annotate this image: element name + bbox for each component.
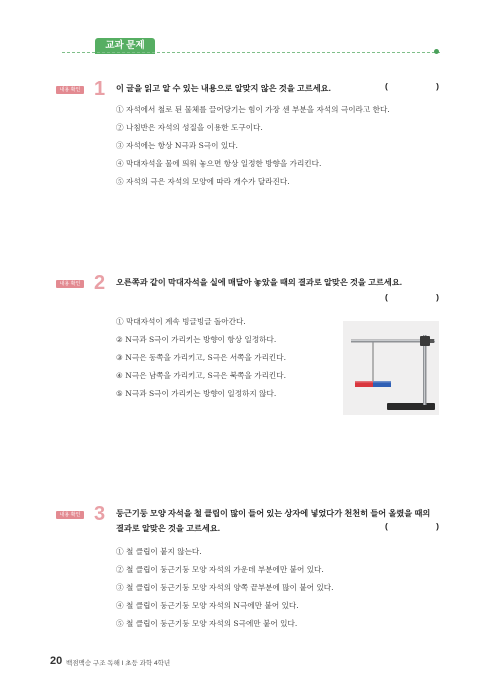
question-text: 오른쪽과 같이 막대자석을 실에 매달아 놓았을 때의 결과로 알맞은 것을 고르세요. bbox=[116, 278, 403, 287]
option-4[interactable]: ④ 막대자석을 물에 띄워 놓으면 항상 일정한 방향을 가리킨다. bbox=[116, 159, 322, 168]
option-5[interactable]: ⑤ 자석의 극은 자석의 모양에 따라 개수가 달라진다. bbox=[116, 177, 290, 186]
answer-box[interactable] bbox=[385, 81, 439, 91]
option-5[interactable]: ⑤ 철 클립이 둥근기둥 모양 자석의 S극에만 붙어 있다. bbox=[116, 619, 298, 628]
book-title: 백점맥승 구조 독해 I 초등 과학 4학년 bbox=[66, 660, 171, 667]
answer-paren-close: ) bbox=[436, 521, 439, 531]
magnet-shine bbox=[355, 381, 391, 383]
option-1[interactable]: ① 막대자석이 계속 빙글빙글 돌아간다. bbox=[116, 317, 246, 326]
question-text: 이 글을 읽고 알 수 있는 내용으로 알맞지 않은 것을 고르세요. bbox=[116, 84, 331, 93]
answer-box[interactable] bbox=[385, 292, 439, 302]
section-tab: 교과 문제 bbox=[95, 38, 155, 54]
page-number: 20 bbox=[50, 655, 63, 667]
question-text: 둥근기둥 모양 자석을 철 클립이 많이 들어 있는 상자에 넣었다가 천천히 들어 올렸을 때의 bbox=[116, 509, 431, 518]
answer-paren-open: ( bbox=[385, 521, 388, 531]
option-3[interactable]: ③ 철 클립이 둥근기둥 모양 자석의 양쪽 끝부분에 많이 붙어 있다. bbox=[116, 583, 334, 592]
stand-base bbox=[387, 403, 435, 410]
option-2[interactable]: ② 나침반은 자석의 성질을 이용한 도구이다. bbox=[116, 123, 263, 132]
answer-box[interactable] bbox=[385, 521, 439, 531]
header-dot bbox=[434, 49, 439, 54]
option-2[interactable]: ② 철 클립이 둥근기둥 모양 자석의 가운데 부분에만 붙어 있다. bbox=[116, 565, 324, 574]
option-3[interactable]: ③ N극은 동쪽을 가리키고, S극은 서쪽을 가리킨다. bbox=[116, 353, 287, 362]
option-4[interactable]: ④ N극은 남쪽을 가리키고, S극은 북쪽을 가리킨다. bbox=[116, 371, 287, 380]
magnet-stand-illustration bbox=[343, 321, 439, 415]
question-number: 2 bbox=[94, 272, 106, 294]
option-5[interactable]: ⑤ N극과 S극이 가리키는 방향이 일정하지 않다. bbox=[116, 389, 277, 398]
option-3[interactable]: ③ 자석에는 항상 N극과 S극이 있다. bbox=[116, 141, 238, 150]
stand-clamp bbox=[420, 336, 430, 346]
question-badge: 내용 확인 bbox=[56, 86, 84, 94]
question-badge: 내용 확인 bbox=[56, 511, 84, 519]
question-text: 결과로 알맞은 것을 고르세요. bbox=[116, 524, 221, 533]
option-2[interactable]: ② N극과 S극이 가리키는 방향이 항상 일정하다. bbox=[116, 335, 277, 344]
header-divider bbox=[62, 52, 440, 53]
option-4[interactable]: ④ 철 클립이 둥근기둥 모양 자석의 N극에만 붙어 있다. bbox=[116, 601, 299, 610]
clamp-screw bbox=[430, 339, 434, 343]
answer-paren-close: ) bbox=[436, 292, 439, 302]
answer-paren-open: ( bbox=[385, 81, 388, 91]
question-number: 1 bbox=[94, 78, 106, 100]
option-1[interactable]: ① 자석에서 철로 된 물체를 끌어당기는 힘이 가장 센 부분을 자석의 극이라고 한다. bbox=[116, 105, 390, 114]
answer-paren-close: ) bbox=[436, 81, 439, 91]
question-number: 3 bbox=[94, 503, 106, 525]
answer-paren-open: ( bbox=[385, 292, 388, 302]
option-1[interactable]: ① 철 클립이 붙지 않는다. bbox=[116, 547, 202, 556]
magnet-stand-figure bbox=[343, 321, 439, 415]
question-badge: 내용 확인 bbox=[56, 280, 84, 288]
